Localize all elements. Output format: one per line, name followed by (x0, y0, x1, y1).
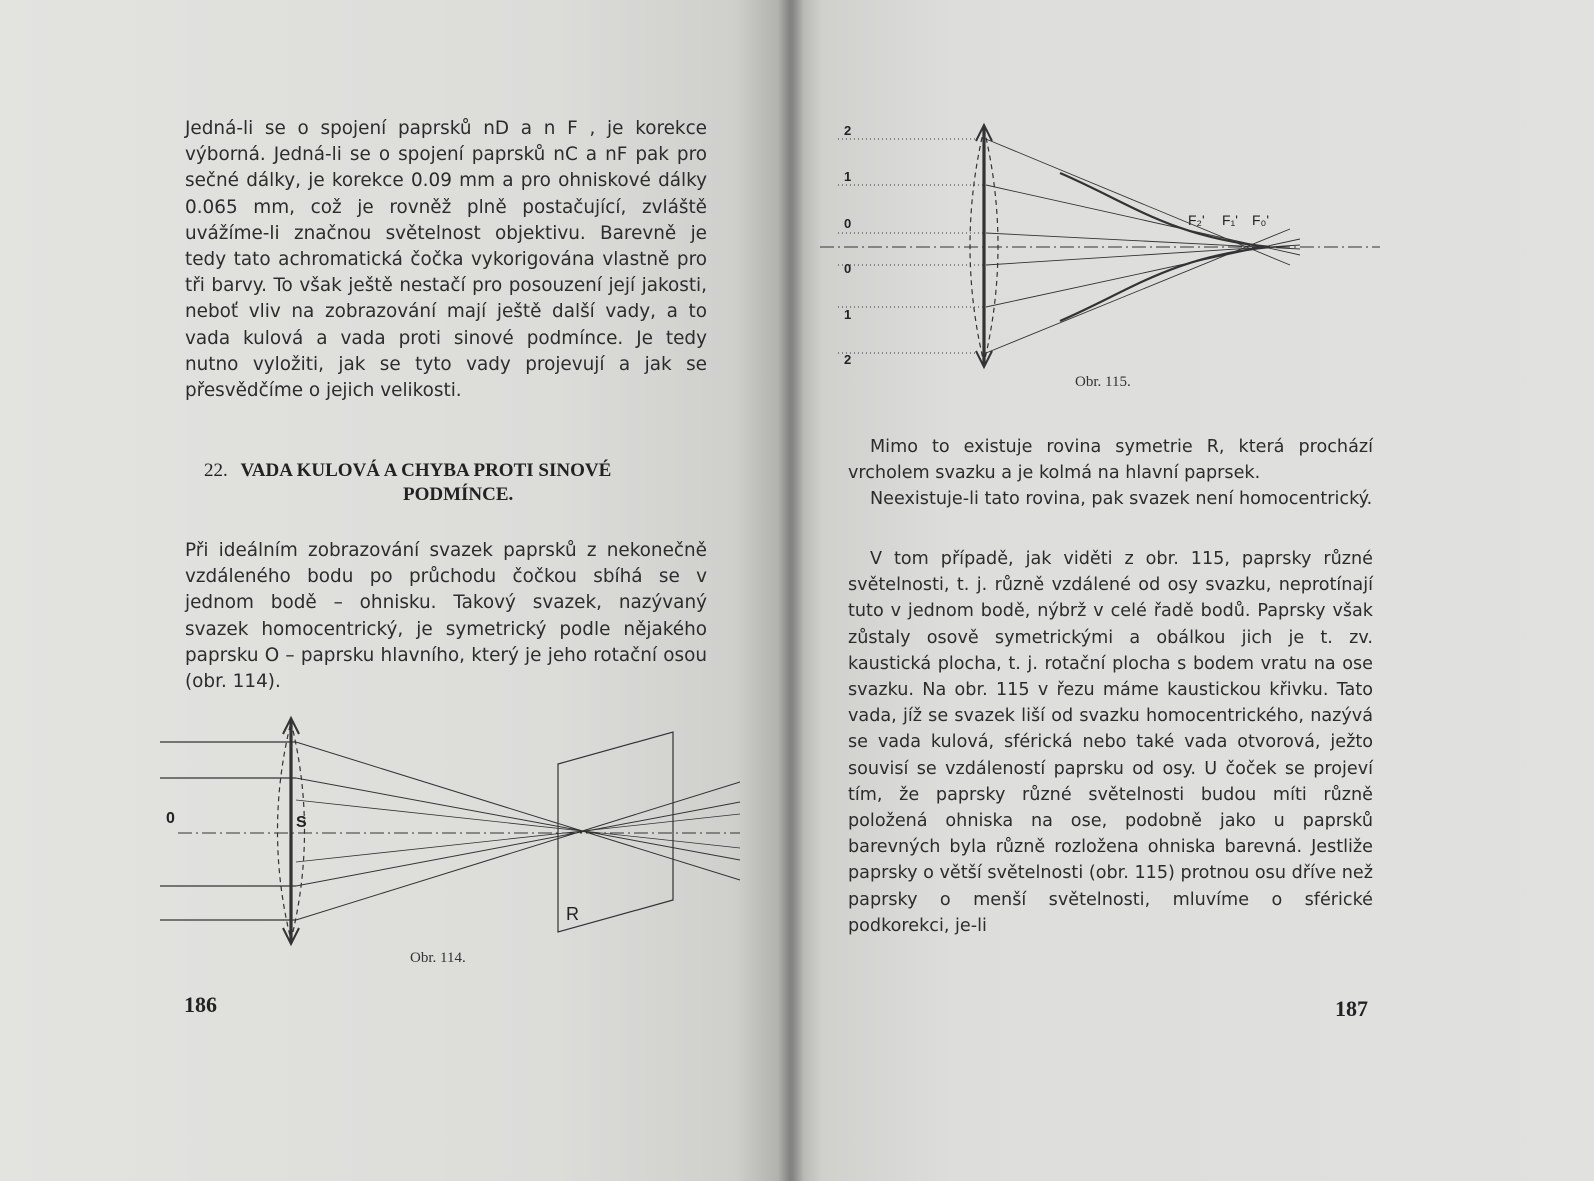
fig115-caption: Obr. 115. (1075, 374, 1131, 390)
page-number-left: 186 (184, 992, 217, 1017)
caustic-curve-top (1060, 173, 1270, 247)
ray-label-2-top: 2 (844, 123, 852, 138)
paragraph-3: V tom případě, jak viděti z obr. 115, paprsky různé světelnosti, t. j. různě vzdálené od osy svazku, neprotínají tuto v jednom bodě, nýbrž v celé řadě bodů. Paprsky však zůstaly osově symetrickými a obálkou jich je t. zv. kaustická plocha, t. j. rotační plocha s bodem vratu na ose svazku. Na obr. 115 v řezu máme kaustickou křivku. Tato vada, jíž se svazek liší od svazku homocentrického, nazývá se vada kulová, sférická nebo také vada otvorová, ježto souvisí se vzdáleností paprsku od osy. U čoček se projeví tím, že paprsky různé světelnosti budou míti různě položená ohniska na ose, podobně jako u paprsků barevných byla různě rozložena ohniska barevná. Jestliže paprsky o větší světelnosti (obr. 115) protnou osu dříve než paprsky o menší světelnosti, mluvíme o sférické podkorekci, je-li (848, 549, 1373, 936)
ray-label-2-bottom: 2 (844, 352, 852, 367)
paragraph-1: Mimo to existuje rovina symetrie R, která prochází vrcholem svazku a je kolmá na hlavní paprsek. (848, 437, 1373, 484)
fig114-plane-label: R (566, 904, 579, 924)
right-page (790, 0, 1594, 1181)
paragraph-2: Neexistuje-li tato rovina, pak svazek není homocentrický. (870, 489, 1373, 509)
intro-paragraph: Jedná-li se o spojení paprsků nD a n F , je korekce výborná. Jedná-li se o spojení paprsků nC a nF pak pro sečné dálky, je korekce 0.09 mm a pro ohniskové dálky 0.065 mm, což je rovněž plně postačující, zvláště uvážíme-li značnou světelnost objektivu. Barevně je tedy tato achromatická čočka vykorigována vlastně pro tři barvy. To však ještě nestačí pro posouzení její jakosti, neboť vliv na zobrazování mají ještě další vady, a to vada kulová a vada proti sinové podmínce. Je tedy nutno vyložiti, jak se tyto vady projevují a jak se přesvědčíme o jejich velikosti. (185, 118, 707, 402)
fig114-axis-label: 0 (166, 810, 175, 827)
section-title-line2: PODMÍNCE. (403, 484, 514, 505)
section-title-line1: VADA KULOVÁ A CHYBA PROTI SINOVÉ (240, 460, 612, 481)
fig114-caption: Obr. 114. (410, 950, 466, 966)
section-number: 22. (204, 460, 228, 481)
body-paragraph: Při ideálním zobrazování svazek paprsků z nekonečně vzdáleného bodu po průchodu čočkou sbíhá se v jednom bodě – ohnisku. Takový svazek, nazývaný svazek homocentrický, je symetrický podle nějakého paprsku O – paprsku hlavního, který je jeho rotační osou (obr. 114). (185, 540, 707, 693)
ray-label-1-bottom: 1 (844, 307, 852, 322)
ray-label-0-top: 0 (844, 216, 852, 231)
section-heading (204, 458, 708, 484)
focus-label-f1: F₁' (1222, 212, 1238, 228)
ray-label-1-top: 1 (844, 169, 852, 184)
section-heading-line2 (403, 482, 513, 508)
ray-label-0-bottom: 0 (844, 261, 852, 276)
book-gutter (778, 0, 804, 1181)
figure-114 (0, 710, 790, 970)
ray-2-bottom (986, 229, 1290, 353)
fig114-lens-label: S (296, 814, 307, 831)
focus-label-f0: F₀' (1252, 212, 1270, 228)
page-number-right: 187 (1335, 996, 1368, 1021)
left-page (0, 0, 790, 1181)
figure-115 (790, 115, 1594, 375)
focus-label-f2: F₂' (1188, 212, 1205, 228)
